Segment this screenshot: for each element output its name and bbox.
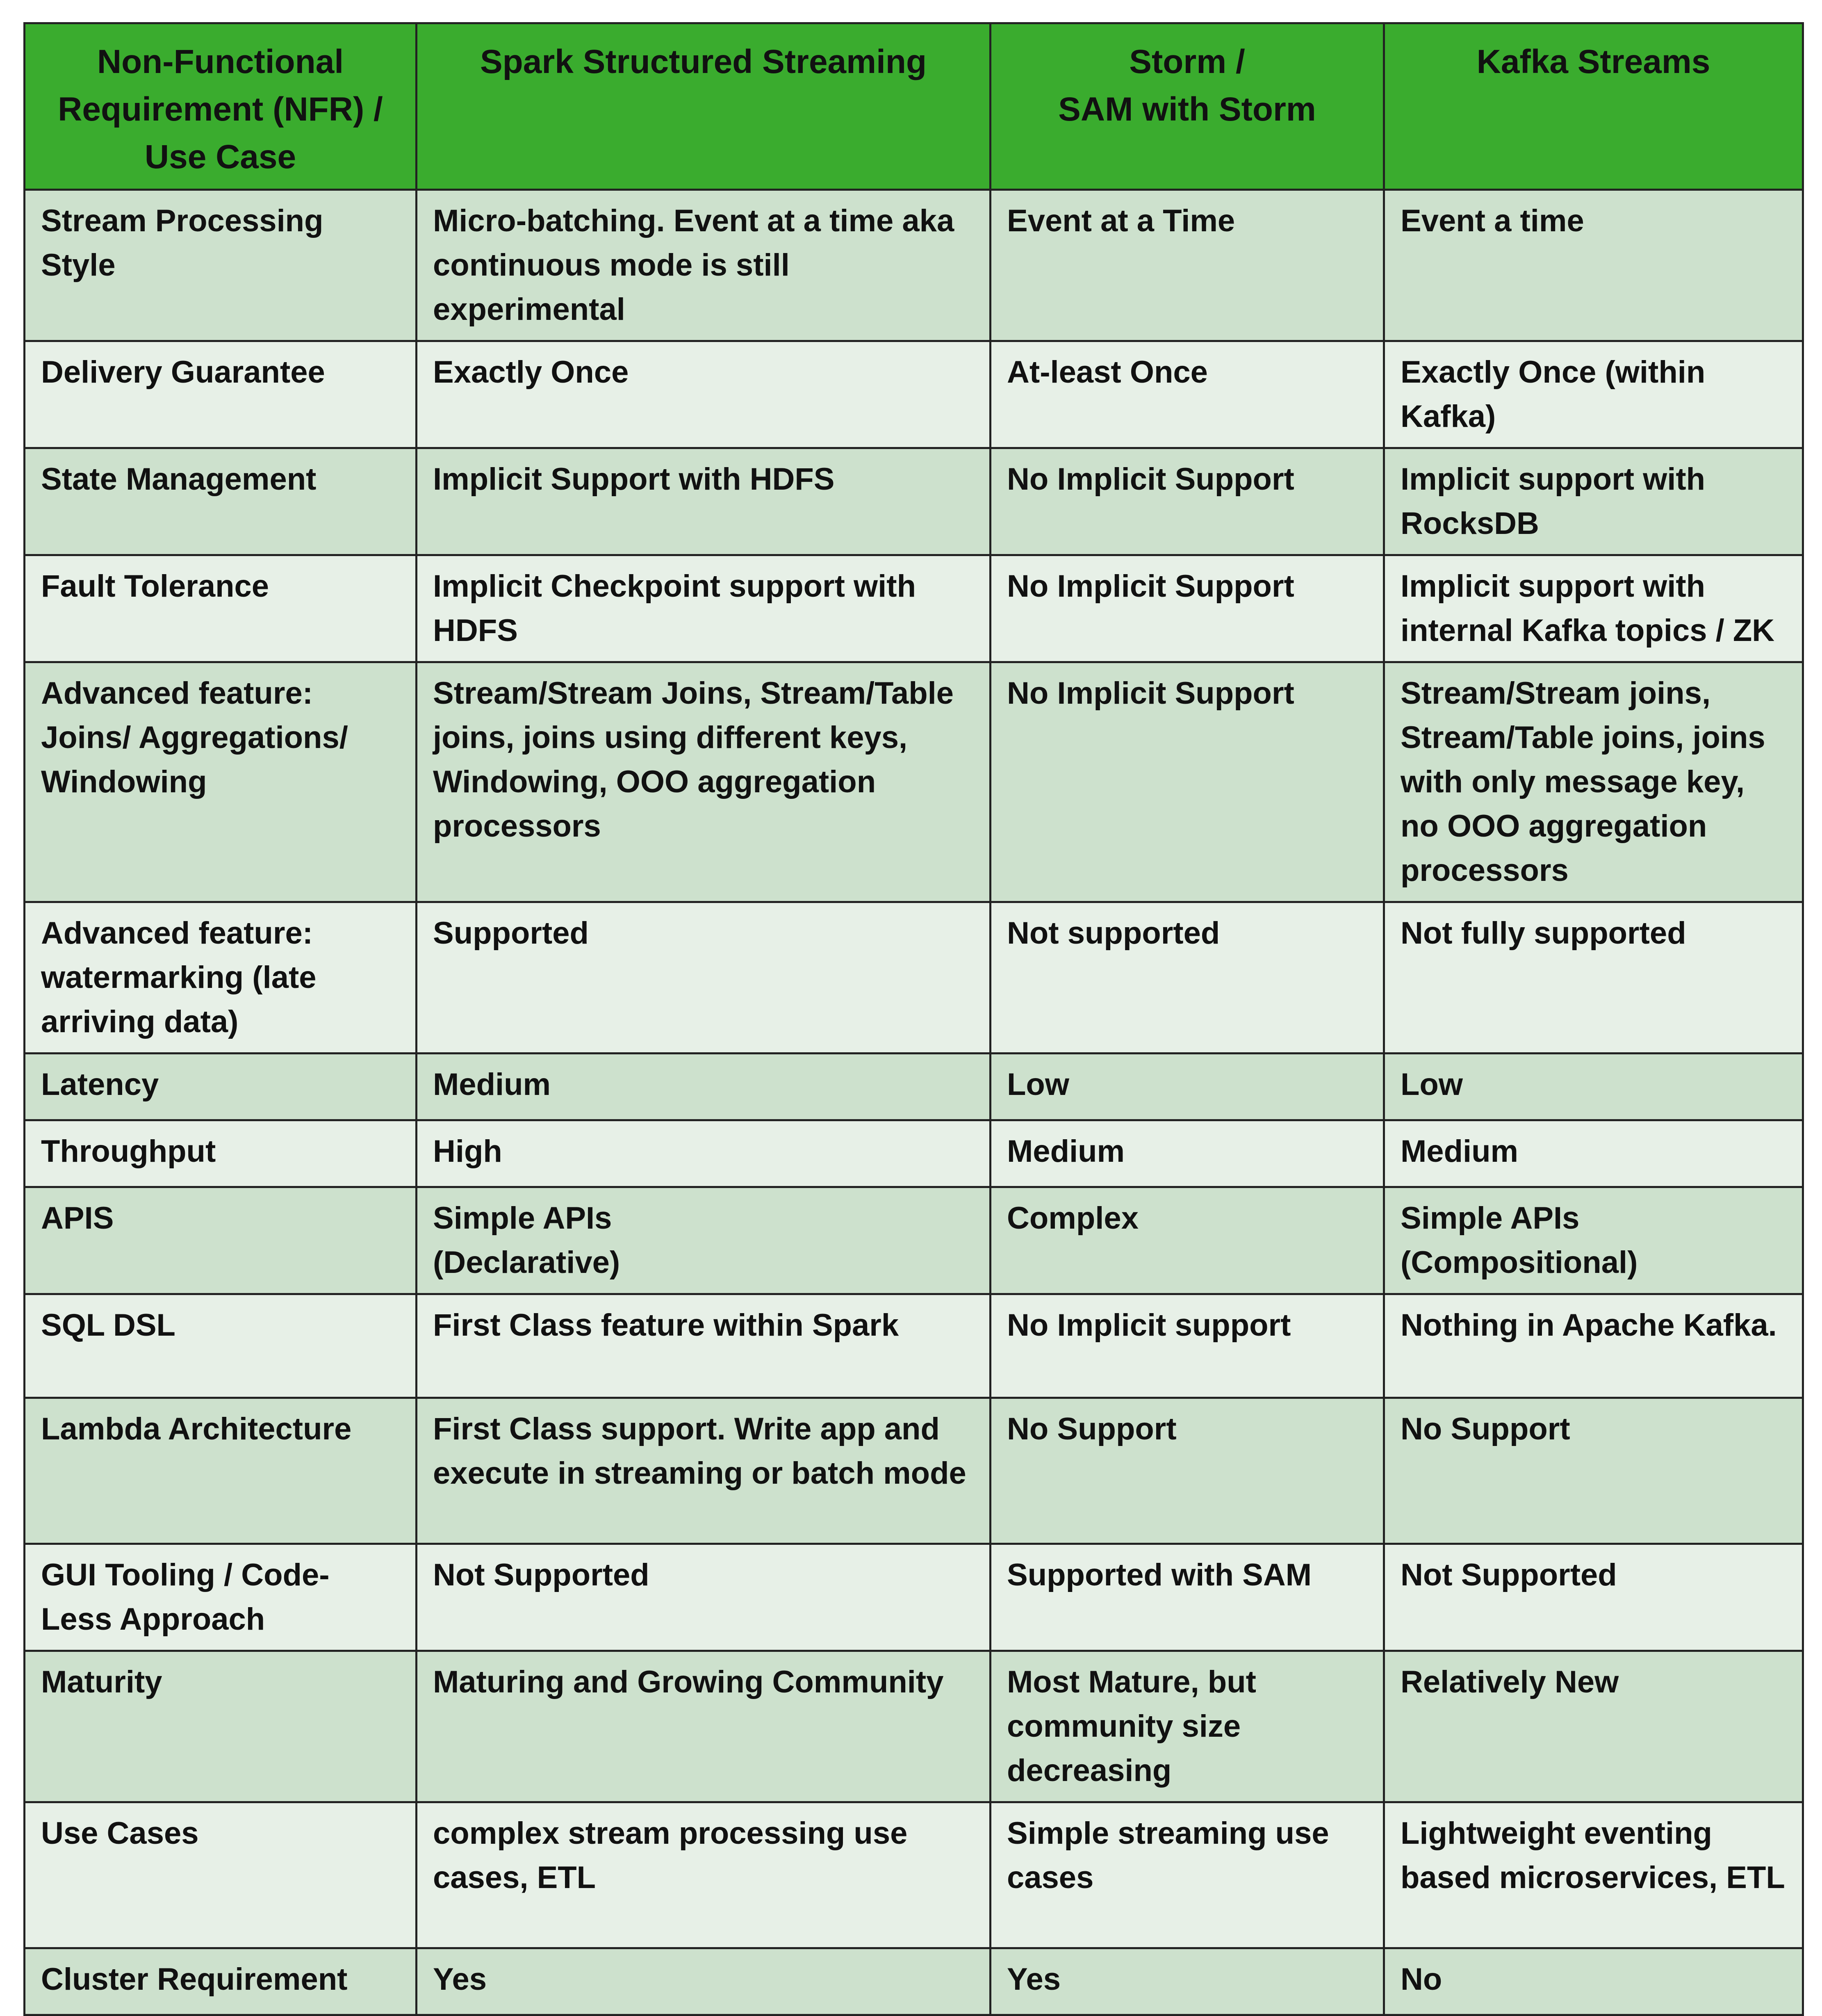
table-row bbox=[25, 1398, 1803, 1544]
kafka-cell: Not Supported bbox=[1384, 1544, 1803, 1651]
table-row bbox=[25, 341, 1803, 448]
row-label: State Management bbox=[25, 448, 417, 555]
comparison-table bbox=[23, 22, 1804, 2016]
spark-cell: Micro-batching. Event at a time aka continuous mode is still experimental bbox=[417, 190, 991, 341]
header-kafka: Kafka Streams bbox=[1384, 23, 1803, 190]
table-row bbox=[25, 1187, 1803, 1294]
storm-cell: Yes bbox=[991, 1948, 1384, 2015]
spark-cell: Implicit Support with HDFS bbox=[417, 448, 991, 555]
kafka-cell: Implicit support with internal Kafka topics / ZK bbox=[1384, 555, 1803, 662]
kafka-cell: Stream/Stream joins, Stream/Table joins, joins with only message key, no OOO aggregation processors bbox=[1384, 662, 1803, 902]
storm-cell: Medium bbox=[991, 1120, 1384, 1187]
row-label: Throughput bbox=[25, 1120, 417, 1187]
row-label: Lambda Architecture bbox=[25, 1398, 417, 1544]
kafka-cell: Exactly Once (within Kafka) bbox=[1384, 341, 1803, 448]
spark-cell: complex stream processing use cases, ETL bbox=[417, 1802, 991, 1948]
row-label: Use Cases bbox=[25, 1802, 417, 1948]
kafka-cell: Medium bbox=[1384, 1120, 1803, 1187]
spark-cell: First Class feature within Spark bbox=[417, 1294, 991, 1398]
row-label: Stream Processing Style bbox=[25, 190, 417, 341]
table-row bbox=[25, 1054, 1803, 1120]
table-row bbox=[25, 555, 1803, 662]
spark-cell: Medium bbox=[417, 1054, 991, 1120]
row-label: Fault Tolerance bbox=[25, 555, 417, 662]
header-row bbox=[25, 23, 1803, 190]
storm-cell: No Support bbox=[991, 1398, 1384, 1544]
row-label: SQL DSL bbox=[25, 1294, 417, 1398]
storm-cell: No Implicit support bbox=[991, 1294, 1384, 1398]
kafka-cell: Lightweight eventing based microservices, ETL bbox=[1384, 1802, 1803, 1948]
row-label: Advanced feature: Joins/ Aggregations/ Windowing bbox=[25, 662, 417, 902]
row-label: Delivery Guarantee bbox=[25, 341, 417, 448]
kafka-cell: Simple APIs (Compositional) bbox=[1384, 1187, 1803, 1294]
storm-cell: At-least Once bbox=[991, 341, 1384, 448]
spark-cell: Simple APIs (Declarative) bbox=[417, 1187, 991, 1294]
spark-cell: Supported bbox=[417, 902, 991, 1054]
table-row bbox=[25, 448, 1803, 555]
table-row bbox=[25, 662, 1803, 902]
header-nfr: Non-Functional Requirement (NFR) / Use Case bbox=[25, 23, 417, 190]
row-label: Cluster Requirement bbox=[25, 1948, 417, 2015]
table-row bbox=[25, 1294, 1803, 1398]
storm-cell: Low bbox=[991, 1054, 1384, 1120]
spark-cell: Implicit Checkpoint support with HDFS bbox=[417, 555, 991, 662]
storm-cell: Most Mature, but community size decreasing bbox=[991, 1651, 1384, 1802]
spark-cell: Stream/Stream Joins, Stream/Table joins, joins using different keys, Windowing, OOO aggregation processors bbox=[417, 662, 991, 902]
kafka-cell: No bbox=[1384, 1948, 1803, 2015]
kafka-cell: Not fully supported bbox=[1384, 902, 1803, 1054]
spark-cell: Maturing and Growing Community bbox=[417, 1651, 991, 1802]
header-spark: Spark Structured Streaming bbox=[417, 23, 991, 190]
kafka-cell: No Support bbox=[1384, 1398, 1803, 1544]
row-label: Maturity bbox=[25, 1651, 417, 1802]
spark-cell: First Class support. Write app and execute in streaming or batch mode bbox=[417, 1398, 991, 1544]
table-row bbox=[25, 1120, 1803, 1187]
table-row bbox=[25, 190, 1803, 341]
storm-cell: No Implicit Support bbox=[991, 555, 1384, 662]
storm-cell: Complex bbox=[991, 1187, 1384, 1294]
spark-cell: Yes bbox=[417, 1948, 991, 2015]
storm-cell: Event at a Time bbox=[991, 190, 1384, 341]
spark-cell: Exactly Once bbox=[417, 341, 991, 448]
row-label: Latency bbox=[25, 1054, 417, 1120]
storm-cell: Simple streaming use cases bbox=[991, 1802, 1384, 1948]
header-storm: Storm / SAM with Storm bbox=[991, 23, 1384, 190]
table-row bbox=[25, 902, 1803, 1054]
kafka-cell: Relatively New bbox=[1384, 1651, 1803, 1802]
kafka-cell: Implicit support with RocksDB bbox=[1384, 448, 1803, 555]
table-row bbox=[25, 1651, 1803, 1802]
table-row bbox=[25, 1544, 1803, 1651]
table-row bbox=[25, 1948, 1803, 2015]
storm-cell: No Implicit Support bbox=[991, 448, 1384, 555]
kafka-cell: Low bbox=[1384, 1054, 1803, 1120]
storm-cell: No Implicit Support bbox=[991, 662, 1384, 902]
storm-cell: Not supported bbox=[991, 902, 1384, 1054]
storm-cell: Supported with SAM bbox=[991, 1544, 1384, 1651]
kafka-cell: Nothing in Apache Kafka. bbox=[1384, 1294, 1803, 1398]
table-row bbox=[25, 1802, 1803, 1948]
kafka-cell: Event a time bbox=[1384, 190, 1803, 341]
row-label: GUI Tooling / Code-Less Approach bbox=[25, 1544, 417, 1651]
row-label: APIS bbox=[25, 1187, 417, 1294]
row-label: Advanced feature: watermarking (late arriving data) bbox=[25, 902, 417, 1054]
spark-cell: Not Supported bbox=[417, 1544, 991, 1651]
spark-cell: High bbox=[417, 1120, 991, 1187]
